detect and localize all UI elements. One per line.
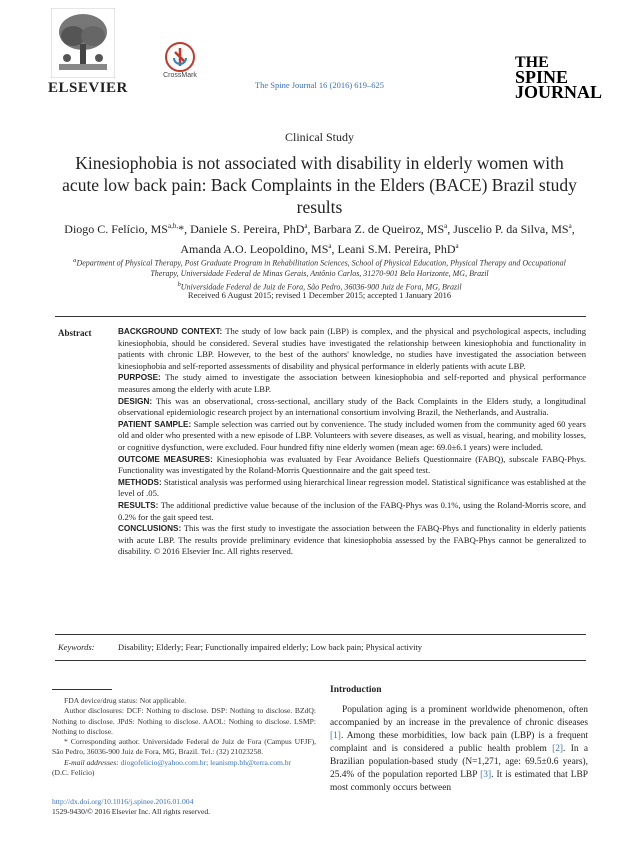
journal-logo-line: THE <box>515 54 549 71</box>
issn-line: 1529-9430/© 2016 Elsevier Inc. All rights reserved. <box>52 807 211 817</box>
abstract-section-heading: METHODS: <box>118 477 162 487</box>
abstract-section-text: The additional predictive value because of the inclusion of the FABQ-Phys was 0.1%, using the Roland-Morris score, and 0.2% for the gait speed test. <box>118 499 586 522</box>
abstract-section-text: The study aimed to investigate the association between kinesiophobia and self-reported and physical performance measures among the elderly with acute LBP. <box>118 372 587 394</box>
author-affiliation-marker: a <box>455 242 459 250</box>
keywords-label: Keywords: <box>58 642 95 652</box>
crossmark-icon <box>165 42 195 72</box>
author-name: Juscelio P. da Silva, MS <box>453 222 569 236</box>
abstract-section <box>118 326 586 372</box>
keywords-text: Disability; Elderly; Fear; Functionally impaired elderly; Low back pain; Physical activity <box>118 642 423 652</box>
divider-top <box>55 316 586 317</box>
journal-logo-line: SPINE <box>515 67 569 87</box>
email-links[interactable]: diogofelicio@yahoo.com.br; leanismp.bh@terra.com.br <box>120 757 292 767</box>
abstract-section-heading: PURPOSE: <box>118 373 161 383</box>
affiliation-a: $^a$Department of Physical Therapy, Post Graduate Program in Rehabilitation Sciences, School of Physical Education, Physical Therapy and Occupational Therapy, Universidade Federal de Minas Gerais, Antônio Carlos, 31270-901 Belo Horizonte, MG, Brazil <box>73 257 566 279</box>
article-title: Kinesiophobia is not associated with disability in elderly women with acute low back pain: Back Complaints in the Elders (BACE) Brazil study results <box>62 153 577 217</box>
author-separator: , <box>331 242 338 256</box>
corresponding-author-marker: * <box>178 222 185 236</box>
footnote-disclosures: Author disclosures: DCF: Nothing to disclose. DSP: Nothing to disclose. BZdQ: Nothing to disclose. JPdS: Nothing to disclose. AAOL: Nothing to disclose. LSMP: Nothing to disclose. <box>52 706 316 736</box>
abstract-section-text: This was the first study to investigate the association between the FABQ-Phys and functionality in elderly patients with acute LBP. The results provide preliminary evidence that kinesiophobia assessed by the FABQ-Phys cannot be generalized to disability. © 2016 Elsevier Inc. All rights reserved. <box>118 523 586 557</box>
divider-keywords-bottom <box>55 660 586 661</box>
introduction-heading: Introduction <box>330 685 382 695</box>
footnote-divider <box>52 689 112 690</box>
journal-logo-line: JOURNAL <box>515 82 603 102</box>
abstract-section-heading: RESULTS: <box>118 500 159 510</box>
citation-link[interactable]: [2] <box>552 744 564 754</box>
abstract-section-text: Sample selection was carried out by convenience. The study included women from the community aged 60 years old and older who presented with a new episode of LBP. Volunteers with severe diseases, as well as visual, hearing, and mobility losses, or cognitive dysfunction, were excluded. Four hundred fifty nine elderly women (mean age: 69.0±6.1 years) were included. <box>118 418 586 452</box>
article-type: Clinical Study <box>285 130 354 144</box>
author-name: Daniele S. Pereira, PhD <box>190 222 305 236</box>
abstract-label: Abstract <box>58 328 92 338</box>
crossmark-label: CrossMark <box>163 72 197 79</box>
footnote-fda: FDA device/drug status: Not applicable. <box>64 696 187 705</box>
doi-link[interactable]: http://dx.doi.org/10.1016/j.spinee.2016.01.004 <box>52 797 194 806</box>
abstract-body <box>118 326 586 558</box>
received-dates: Received 6 August 2015; revised 1 December 2015; accepted 1 January 2016 <box>187 290 452 300</box>
journal-reference[interactable]: The Spine Journal 16 (2016) 619–625 <box>254 80 385 90</box>
footnotes <box>52 696 316 778</box>
abstract-section-heading: CONCLUSIONS: <box>118 524 182 534</box>
abstract-section-heading: BACKGROUND CONTEXT: <box>118 327 223 336</box>
author-affiliation-marker: a <box>328 242 332 250</box>
footnote-email: E-mail addresses: diogofelicio@yahoo.com.br; leanismp.bh@terra.com.br <box>64 757 292 767</box>
introduction-body: Population aging is a prominent worldwide phenomenon, often accompanied by an increase in the prevalence of chronic diseases [1]. Among these morbidities, low back pain (LBP) is a frequent complaint and is considered a public health problem [2]. In a Brazilian population-based study (N=1,271, age: 69.5±0.6 years), 25.4% of the population reported LBP [3]. It is estimated that LBP most commonly occurs between <box>330 705 588 793</box>
footnote-corresponding: * Corresponding author. Universidade Federal de Juiz de Fora (Campus UFJF), São Pedro, 36036-900 Juiz de Fora, MG, Brazil. Tel.: (32) 21023258. <box>52 737 316 757</box>
crossmark-badge[interactable] <box>163 42 197 79</box>
publisher-name: ELSEVIER <box>48 80 128 96</box>
abstract-section-heading: DESIGN: <box>118 396 153 406</box>
footnote-email-owner: (D.C. Felício) <box>52 768 95 778</box>
abstract-section <box>118 372 586 395</box>
abstract-section <box>118 477 586 500</box>
abstract-section-heading: OUTCOME MEASURES: <box>118 454 213 464</box>
abstract-section <box>118 523 586 558</box>
author-affiliation-marker: a <box>444 222 448 230</box>
author-separator: , <box>184 222 191 236</box>
author-separator: , <box>307 222 314 236</box>
affiliation-b: $^b$Universidade Federal de Juiz de Fora, São Pedro, 36036-900 Juiz de Fora, MG, Brazil <box>177 280 462 292</box>
abstract-section <box>118 419 586 454</box>
affiliations <box>60 256 579 293</box>
author-name: Leani S.M. Pereira, PhD <box>337 242 456 256</box>
author-name: Barbara Z. de Queiroz, MS <box>313 222 445 236</box>
abstract-section-text: Statistical analysis was performed using hierarchical linear regression model. Statistical significance was established at the level of .05. <box>118 476 586 499</box>
doi-block <box>52 797 210 818</box>
author-affiliation-marker: a <box>568 222 572 230</box>
author-list <box>60 218 579 258</box>
author-affiliation-marker: a,b, <box>167 222 179 230</box>
elsevier-tree-icon <box>51 8 115 78</box>
abstract-section <box>118 454 586 477</box>
abstract-section-heading: PATIENT SAMPLE: <box>118 419 192 429</box>
author-separator: , <box>571 222 575 236</box>
abstract-section <box>118 396 586 419</box>
citation-link[interactable]: [3] <box>480 770 492 780</box>
author-name: Amanda A.O. Leopoldino, MS <box>180 242 329 256</box>
author-separator: , <box>447 222 454 236</box>
author-affiliation-marker: a <box>304 222 308 230</box>
abstract-section-text: The study of low back pain (LBP) is complex, and the physical and psychological aspects, including kinesiophobia, should be considered. Several studies have investigated the relationship between kinesiophobia and functionality in patients with chronic LBP. However, to the best of the authors' knowledge, no studies have investigated the association between kinesiophobia and self-reported assessments of disability and physical performance in elderly patients with acute LBP. <box>118 326 587 371</box>
journal-logo <box>515 55 601 100</box>
citation-link[interactable]: [1] <box>330 731 341 741</box>
divider-abstract-bottom <box>55 634 586 635</box>
abstract-section-text: This was an observational, cross-sectional, ancillary study of the Back Complaints in the Elders study, a longitudinal observational epidemiologic research project by an international consortium involving Brazil, the Netherlands, and Australia. <box>118 395 586 418</box>
author-name: Diogo C. Felício, MS <box>64 222 168 236</box>
abstract-section-text: Kinesiophobia was evaluated by Fear Avoidance Beliefs Questionnaire (FABQ), subscale FABQ-Phys. Functionality was investigated by the Roland-Morris Questionnaire and the gait speed test. <box>118 453 587 476</box>
abstract-section <box>118 500 586 523</box>
